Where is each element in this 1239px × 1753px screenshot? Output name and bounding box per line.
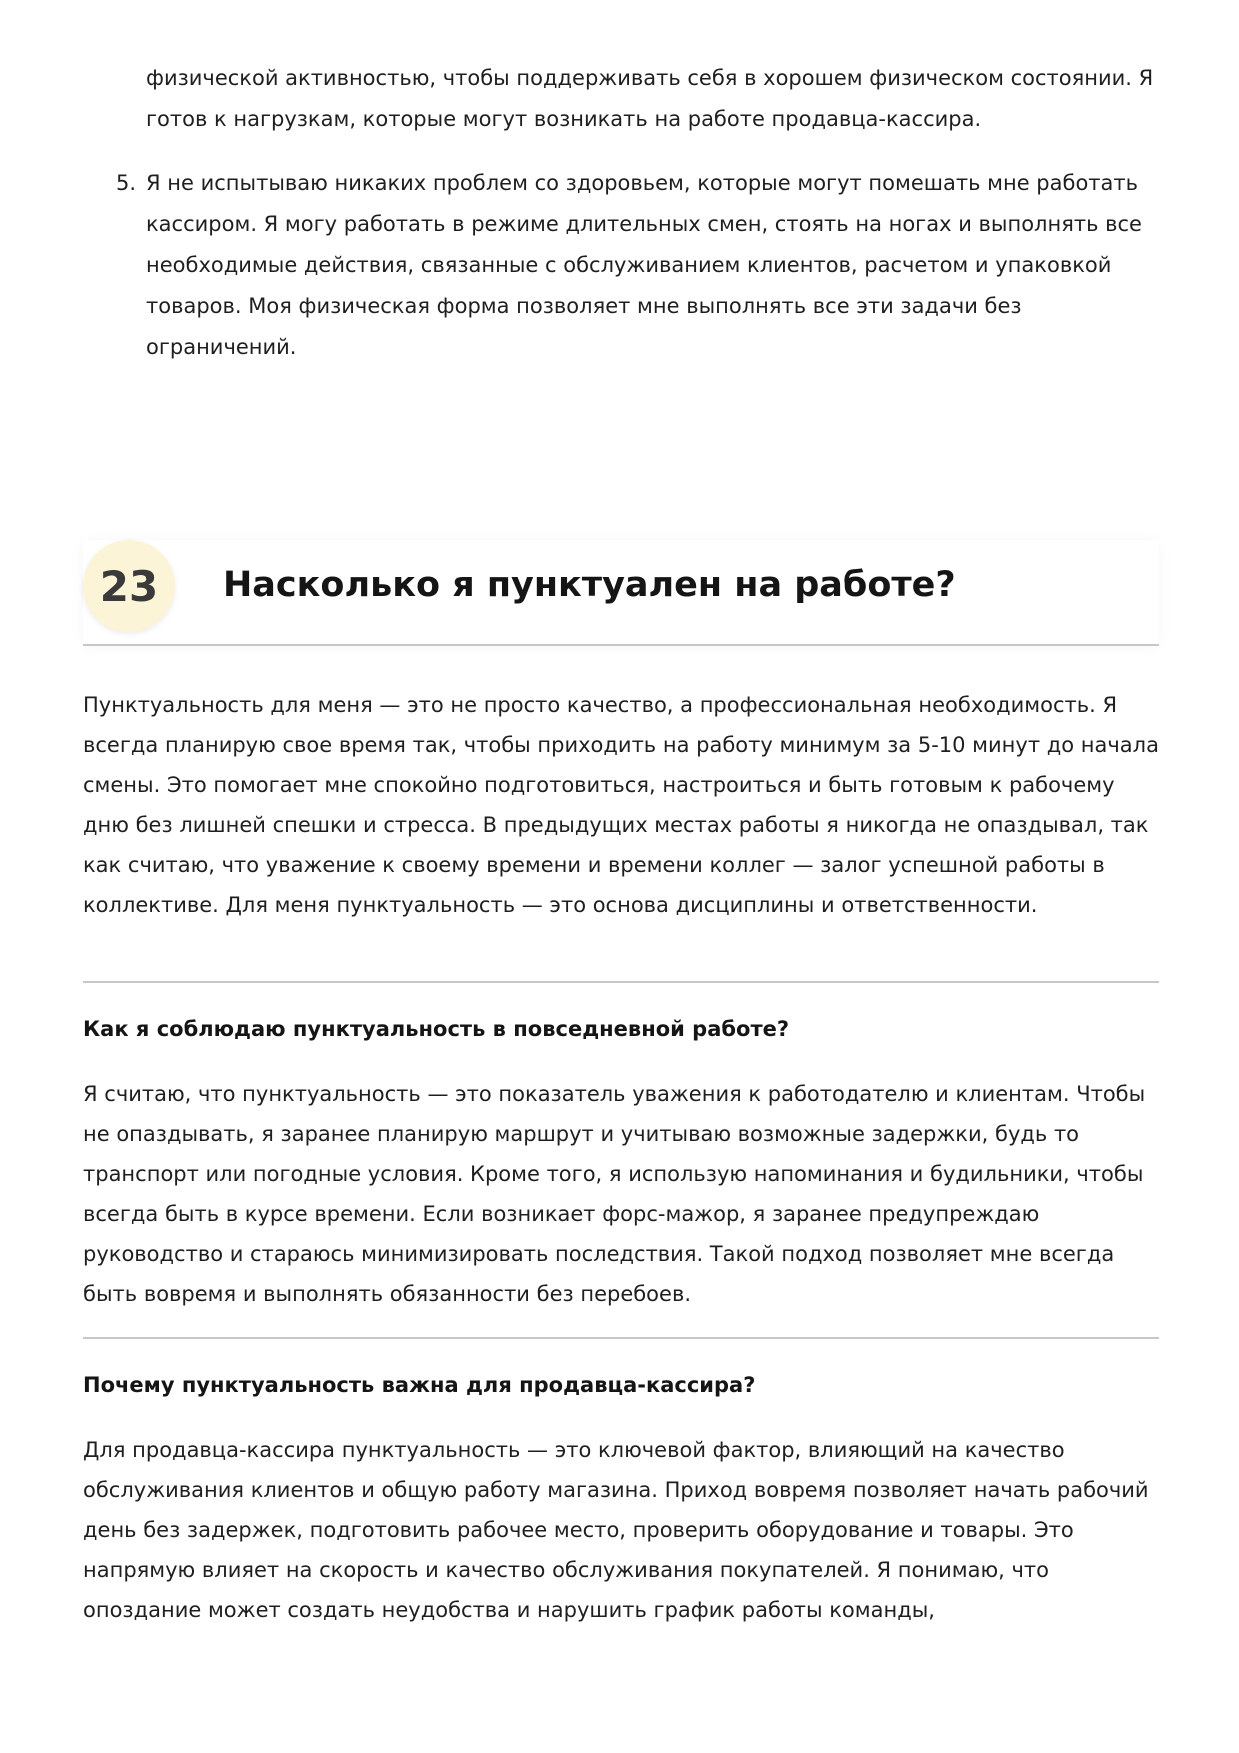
list-item-number: 5. <box>116 171 137 195</box>
section-number-badge: 23 <box>83 540 175 632</box>
section-divider <box>83 1337 1159 1339</box>
section-title: Насколько я пунктуален на работе? <box>223 565 956 605</box>
section-header <box>83 540 1159 646</box>
subsection-paragraph: Для продавца-кассира пунктуальность — это ключевой фактор, влияющий на качество обслуживания клиентов и общую работу магазина. Приход вовремя позволяет начать рабочий день без задержек, подготовить рабочее место, проверить оборудование и товары. Это напрямую влияет на скорость и качество обслуживания покупателей. Я понимаю, что опоздание может создать неудобства и нарушить график работы команды, <box>83 1438 1149 1622</box>
subsection-paragraph: Я считаю, что пунктуальность — это показатель уважения к работодателю и клиентам. Чтобы не опаздывать, я заранее планирую маршрут и учитываю возможные задержки, будь то транспорт или погодные условия. Кроме того, я использую напоминания и будильники, чтобы всегда быть в курсе времени. Если возникает форс-мажор, я заранее предупреждаю руководство и стараюсь минимизировать последствия. Такой подход позволяет мне всегда быть вовремя и выполнять обязанности без перебоев. <box>83 1082 1146 1306</box>
section-divider <box>83 981 1159 983</box>
list-item-text: Я не испытываю никаких проблем со здоровьем, которые могут помешать мне работать кассиром. Я могу работать в режиме длительных смен, стоять на ногах и выполнять все необходимые действия, связанные с обслуживанием клиентов, расчетом и упаковкой товаров. Моя физическая форма позволяет мне выполнять все эти задачи без ограничений. <box>146 171 1142 359</box>
subsection-heading: Почему пунктуальность важна для продавца-кассира? <box>83 1373 756 1397</box>
list-item-4-continuation: физической активностью, чтобы поддерживать себя в хорошем физическом состоянии. Я готов к нагрузкам, которые могут возникать на работе продавца-кассира. <box>146 66 1154 131</box>
section-intro-paragraph: Пунктуальность для меня — это не просто качество, а профессиональная необходимость. Я всегда планирую свое время так, чтобы приходить на работу минимум за 5-10 минут до начала смены. Это помогает мне спокойно подготовиться, настроиться и быть готовым к рабочему дню без лишней спешки и стресса. В предыдущих местах работы я никогда не опаздывал, так как считаю, что уважение к своему времени и времени коллег — залог успешной работы в коллективе. Для меня пунктуальность — это основа дисциплины и ответственности. <box>83 693 1159 917</box>
subsection-heading: Как я соблюдаю пунктуальность в повседневной работе? <box>83 1017 790 1041</box>
list-item-5 <box>116 163 1156 368</box>
